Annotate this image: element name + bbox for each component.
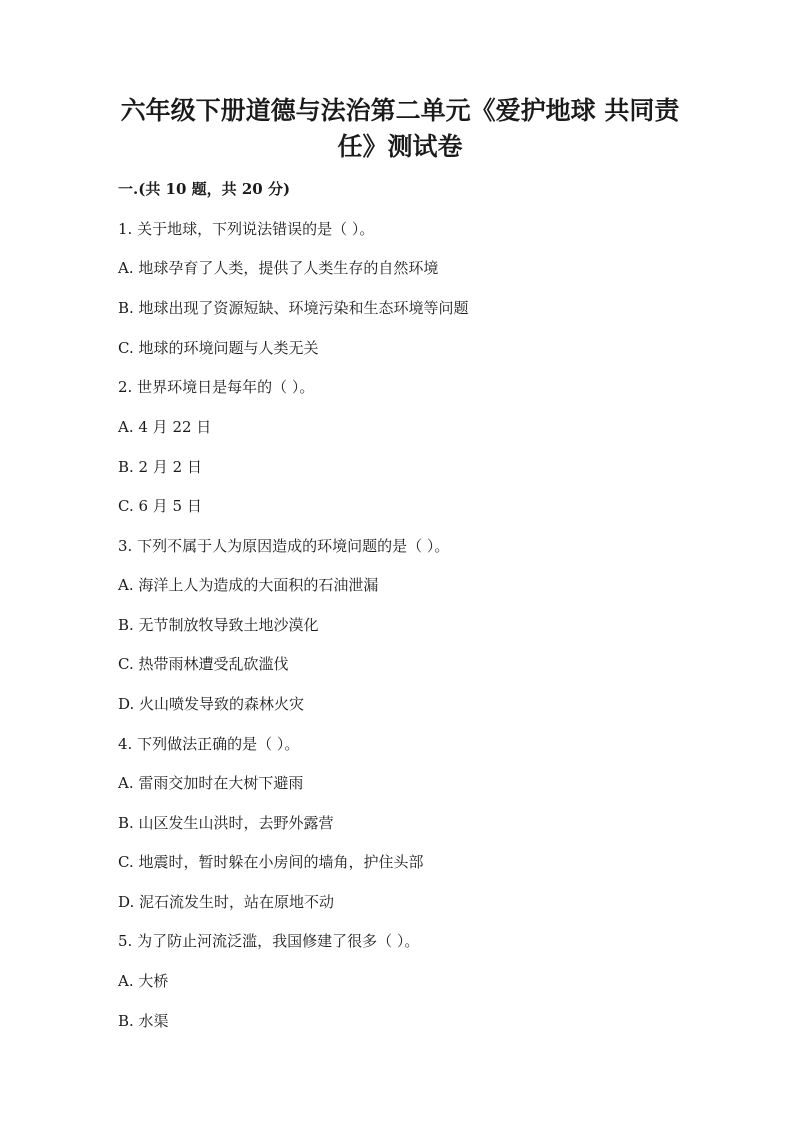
question-3-option-c: C. 热带雨林遭受乱砍滥伐: [118, 655, 289, 673]
question-1-option-b: B. 地球出现了资源短缺、环境污染和生态环境等问题: [118, 299, 469, 317]
section-heading: 一.(共 10 题，共 20 分): [118, 180, 291, 198]
question-1-stem: 1. 关于地球，下列说法错误的是（ ）。: [118, 220, 375, 238]
question-3-option-a: A. 海洋上人为造成的大面积的石油泄漏: [118, 576, 379, 594]
question-4-stem: 4. 下列做法正确的是（ ）。: [118, 735, 300, 753]
question-2-option-a: A. 4 月 22 日: [118, 418, 212, 436]
question-2-stem: 2. 世界环境日是每年的（ ）。: [118, 378, 315, 396]
question-1-option-a: A. 地球孕育了人类，提供了人类生存的自然环境: [118, 259, 439, 277]
question-2-option-b: B. 2 月 2 日: [118, 458, 202, 476]
title-line-2: 任》测试卷: [337, 132, 463, 161]
page-title: [110, 93, 690, 165]
question-1-option-c: C. 地球的环境问题与人类无关: [118, 339, 319, 357]
question-5-option-b: B. 水渠: [118, 1012, 169, 1030]
question-3-stem: 3. 下列不属于人为原因造成的环境问题的是（ ）。: [118, 537, 450, 555]
question-5-option-a: A. 大桥: [118, 972, 169, 990]
question-3-option-d: D. 火山喷发导致的森林火灾: [118, 695, 305, 713]
question-5-stem: 5. 为了防止河流泛滥，我国修建了很多（ ）。: [118, 932, 420, 950]
question-4-option-d: D. 泥石流发生时，站在原地不动: [118, 893, 335, 911]
question-4-option-a: A. 雷雨交加时在大树下避雨: [118, 774, 304, 792]
question-4-option-b: B. 山区发生山洪时，去野外露营: [118, 814, 334, 832]
question-3-option-b: B. 无节制放牧导致土地沙漠化: [118, 616, 319, 634]
question-2-option-c: C. 6 月 5 日: [118, 497, 202, 515]
question-4-option-c: C. 地震时，暂时躲在小房间的墙角，护住头部: [118, 853, 424, 871]
title-line-1: 六年级下册道德与法治第二单元《爱护地球 共同责: [120, 96, 680, 125]
